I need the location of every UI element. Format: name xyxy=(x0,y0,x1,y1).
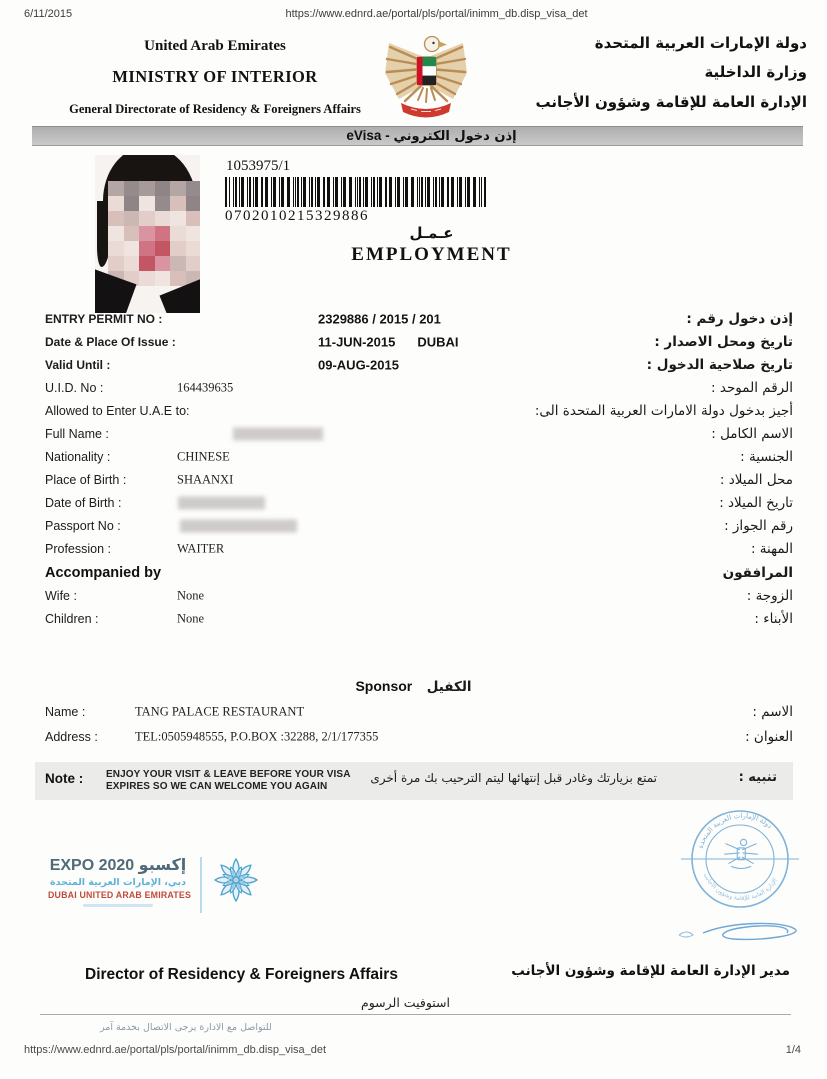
expo-divider xyxy=(200,857,202,913)
directorate-title: General Directorate of Residency & Foreigners Affairs xyxy=(69,102,361,116)
field-value: None xyxy=(177,611,205,626)
sponsor-row xyxy=(45,700,793,725)
field-value: WAITER xyxy=(177,541,225,556)
field-label-en: Date of Birth : xyxy=(45,496,122,511)
field-label-ar: إذن دخول رقم : xyxy=(686,310,793,327)
visa-field-row xyxy=(45,330,793,353)
barcode xyxy=(225,177,596,207)
visa-field-row xyxy=(45,399,793,422)
svg-text:الإدارة العامة للإقامة وشؤون ا: الإدارة العامة للإقامة وشؤون الأجانب xyxy=(701,871,779,903)
field-label-en: Full Name : xyxy=(45,427,109,442)
visa-type-arabic: عـمـل xyxy=(409,224,454,242)
expo-rosette-icon xyxy=(212,855,260,910)
director-title: Director of Residency & Foreigners Affairs xyxy=(85,966,398,983)
visa-fields xyxy=(45,307,793,630)
visa-field-row xyxy=(45,538,793,561)
evisa-label-ar: إذن دخول الكتروني xyxy=(393,129,517,144)
expo-subtitle-ar: دبي، الإمارات العربية المتحدة xyxy=(50,877,186,888)
field-label-en: Passport No : xyxy=(45,519,121,534)
field-value: None xyxy=(177,588,205,603)
field-label-en: Valid Until : xyxy=(45,357,111,372)
visa-field-row xyxy=(45,353,793,376)
field-label-en: Place of Birth : xyxy=(45,473,127,488)
field-label-en: Date & Place Of Issue : xyxy=(45,334,176,349)
visa-field-row xyxy=(45,422,793,445)
field-value: CHINESE xyxy=(177,449,230,464)
signature-scribble xyxy=(703,923,796,939)
note-label-ar: تنبيه : xyxy=(738,770,777,785)
visa-field-row xyxy=(45,469,793,492)
directorate-title-ar: الإدارة العامة للإقامة وشؤون الأجانب xyxy=(535,93,807,111)
country-title: United Arab Emirates xyxy=(144,38,286,54)
field-label-en: ENTRY PERMIT NO : xyxy=(45,311,163,326)
field-label-ar: محل الميلاد : xyxy=(719,472,793,489)
field-label-en: Children : xyxy=(45,611,99,626)
country-title-ar: دولة الإمارات العربية المتحدة xyxy=(594,34,807,52)
redacted-value xyxy=(178,497,265,510)
sponsor-label-ar: العنوان : xyxy=(745,728,793,745)
visa-field-row xyxy=(45,492,793,515)
note-text-arabic: تمتع بزيارتك وغادر قبل إنتهائها ليتم الترحيب بك مرة أخرى xyxy=(370,771,657,785)
sponsor-section xyxy=(45,700,793,749)
field-label-ar: أجيز بدخول دولة الامارات العربية المتحدة الى: xyxy=(534,402,793,419)
field-value: 11-JUN-2015 DUBAI xyxy=(318,334,459,350)
field-label-ar: الاسم الكامل : xyxy=(711,426,793,443)
field-label-en: Nationality : xyxy=(45,450,111,465)
sponsor-row xyxy=(45,725,793,750)
evisa-banner xyxy=(32,126,803,146)
sponsor-label-ar: الاسم : xyxy=(752,704,793,721)
permit-serial: 1053975/1 xyxy=(226,158,291,174)
ministry-title: MINISTRY OF INTERIOR xyxy=(112,67,318,86)
letterhead-english xyxy=(58,38,372,117)
sponsor-heading-en: Sponsor xyxy=(355,678,413,694)
print-date: 6/11/2015 xyxy=(24,8,73,20)
svg-text:دولة الإمارات العربية المتحدة: دولة الإمارات العربية المتحدة xyxy=(696,811,774,850)
visa-type-title: EMPLOYMENT xyxy=(351,244,512,265)
field-value: SHAANXI xyxy=(177,472,234,487)
field-label-ar: الرقم الموحد : xyxy=(711,379,793,396)
field-label-ar: تاريخ الميلاد : xyxy=(719,495,793,512)
footer-url: https://www.ednrd.ae/portal/pls/portal/inimm_db.disp_visa_det xyxy=(24,1044,327,1056)
visa-field-row xyxy=(45,515,793,538)
field-label-en: Wife : xyxy=(45,588,77,603)
field-value: 164439635 xyxy=(177,380,234,395)
field-label-ar: المرافقون xyxy=(722,564,793,581)
visa-field-row xyxy=(45,307,793,330)
field-label-en: U.I.D. No : xyxy=(45,380,104,395)
sponsor-value: TEL:0505948555, P.O.BOX :32288, 2/1/177355 xyxy=(135,729,379,744)
visa-field-row xyxy=(45,584,793,607)
field-label-ar: تاريخ ومحل الاصدار : xyxy=(654,333,793,350)
director-title-ar: مدير الإدارة العامة للإقامة وشؤون الأجانب xyxy=(511,963,790,979)
field-label-ar: رقم الجواز : xyxy=(724,518,793,535)
sponsor-heading xyxy=(0,678,827,696)
contact-note: للتواصل مع الادارة يرجى الاتصال بخدمة آمر xyxy=(100,1022,272,1033)
expo-subtitle-en: DUBAI UNITED ARAB EMIRATES xyxy=(48,890,192,900)
uae-falcon-emblem-icon xyxy=(383,31,469,128)
redacted-value xyxy=(180,520,297,533)
page-number: 1/4 xyxy=(785,1044,801,1056)
expo-logo-text xyxy=(48,855,192,907)
banner-separator: - xyxy=(381,128,394,143)
field-label-ar: المهنة : xyxy=(750,541,793,558)
field-label-ar: الأبناء : xyxy=(754,610,793,627)
barcode-number: 0702010215329886 xyxy=(225,208,369,224)
visa-field-row xyxy=(45,376,793,399)
field-value: 09-AUG-2015 xyxy=(318,357,399,373)
visa-field-row xyxy=(45,607,793,630)
sponsor-label-en: Address : xyxy=(45,729,98,744)
fees-note: استوفيت الرسوم xyxy=(360,995,451,1010)
note-label: Note : xyxy=(45,771,84,786)
letterhead-arabic xyxy=(507,36,807,110)
evisa-label: eVisa xyxy=(346,128,382,143)
official-stamp-icon xyxy=(663,785,827,970)
ministry-title-ar: وزارة الداخلية xyxy=(704,63,807,81)
sponsor-label-en: Name : xyxy=(45,705,86,720)
note-text-english: ENJOY YOUR VISIT & LEAVE BEFORE YOUR VISA EXPIRES SO WE CAN WELCOME YOU AGAIN xyxy=(106,769,351,792)
field-label-ar: الجنسية : xyxy=(740,449,793,466)
field-label-en: Allowed to Enter U.A.E to: xyxy=(45,403,190,418)
expo2020-logo xyxy=(48,855,260,913)
sponsor-heading-ar: الكفيل xyxy=(426,679,472,695)
field-label-en: Profession : xyxy=(45,542,112,557)
sponsor-value: TANG PALACE RESTAURANT xyxy=(135,704,305,719)
field-label-en: Accompanied by xyxy=(45,564,162,581)
expo-tagline-faint xyxy=(83,904,153,907)
footer-divider xyxy=(40,1014,791,1015)
redacted-value xyxy=(233,428,323,441)
visa-field-row xyxy=(45,446,793,469)
field-value: 2329886 / 2015 / 201 xyxy=(318,311,441,327)
field-label-ar: تاريخ صلاحية الدخول : xyxy=(646,356,793,373)
stamp-falcon-icon xyxy=(725,839,758,868)
print-url: https://www.ednrd.ae/portal/pls/portal/inimm_db.disp_visa_det xyxy=(285,8,588,20)
field-label-ar: الزوجة : xyxy=(746,587,793,604)
expo-title: EXPO 2020 إكسبو xyxy=(49,855,187,874)
field-group-heading xyxy=(45,561,793,584)
